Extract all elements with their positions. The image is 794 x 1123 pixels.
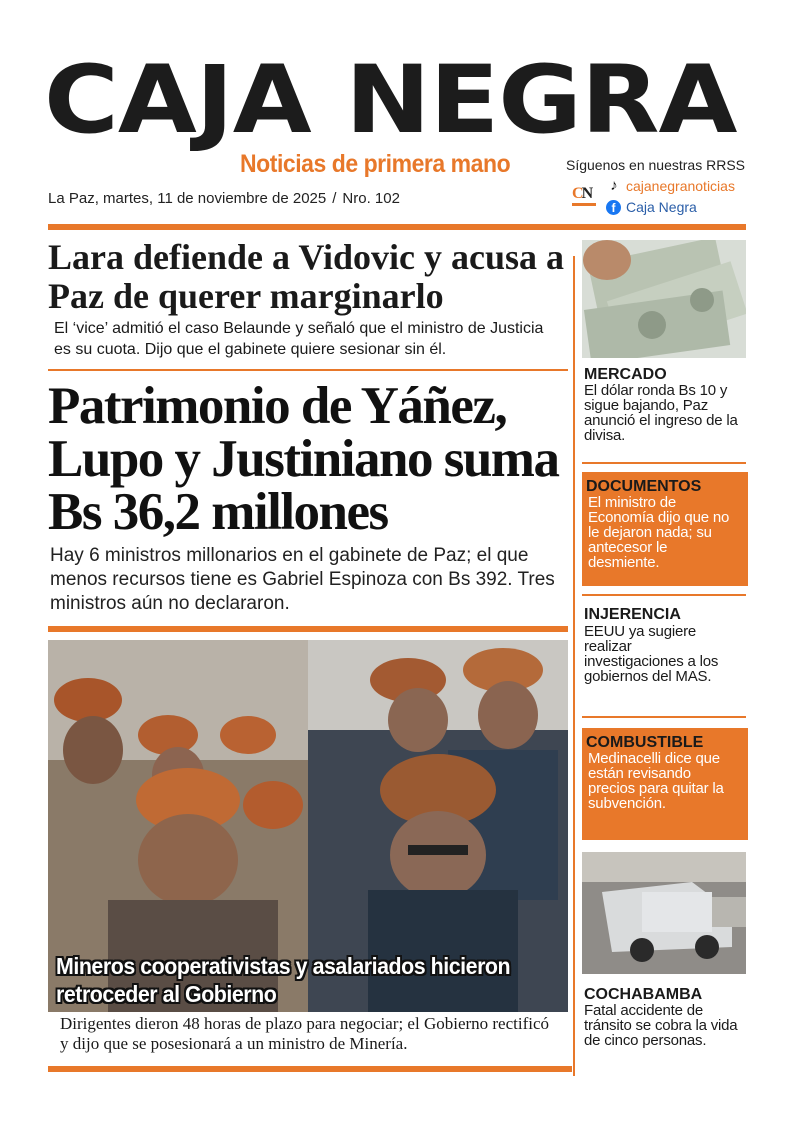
dateline xyxy=(48,190,400,207)
cn-logo-c: C xyxy=(572,185,582,202)
sidebar-divider-1 xyxy=(582,462,746,464)
dollars-photo[interactable] xyxy=(582,240,746,358)
tiktok-handle: cajanegranoticias xyxy=(626,178,735,194)
sidebar-3-text: EEUU ya sugiere realizar investigaciones a los gobiernos del MAS. xyxy=(584,623,719,685)
sidebar-2-box[interactable] xyxy=(582,472,748,586)
sidebar-4-title: COMBUSTIBLE xyxy=(586,734,704,751)
facebook-link[interactable] xyxy=(606,199,697,215)
sidebar-5-text: Fatal accidente de tránsito se cobra la vida de cinco personas. xyxy=(584,1002,738,1049)
masthead-tagline: Noticias de primera mano xyxy=(240,150,511,178)
issue-date: La Paz, martes, 11 de noviembre de 2025 xyxy=(48,190,327,207)
sidebar-1-title[interactable]: MERCADO xyxy=(584,366,667,383)
crashed-truck-image xyxy=(582,852,746,974)
top-divider xyxy=(48,224,746,230)
facebook-icon: f xyxy=(606,200,621,215)
cn-logo xyxy=(572,186,596,206)
masthead-title: CAJA NEGRA xyxy=(44,45,737,155)
sidebar-2-text: El ministro de Economía dijo que no le dejaron nada; su antecesor le desmiente. xyxy=(588,494,730,571)
cn-logo-n: N xyxy=(581,185,592,202)
sidebar-4-text: Medinacelli dice que están revisando precios para quitar la subvención. xyxy=(588,750,724,812)
story-1-headline[interactable]: Lara defiende a Vidovic y acusa a Paz de querer marginarlo xyxy=(48,237,565,316)
story-2-dek: Hay 6 ministros millonarios en el gabinete de Paz; el que menos recursos tiene es Gabriel Espinoza con Bs 392. Tres ministros aún no declararon. xyxy=(50,545,555,614)
story-divider xyxy=(48,369,568,371)
tiktok-icon: ♪ xyxy=(610,177,618,194)
photo-divider xyxy=(48,626,568,632)
dateline-separator: / xyxy=(332,190,337,207)
story-1-dek: El ‘vice’ admitió el caso Belaunde y señaló que el ministro de Justicia es su cuota. Dijo que el gabinete quiere sesionar sin él. xyxy=(54,320,544,358)
tiktok-link[interactable] xyxy=(606,177,735,195)
sidebar-4-box[interactable] xyxy=(582,728,748,840)
sidebar-1-text: El dólar ronda Bs 10 y sigue bajando, Paz anunció el ingreso de la divisa. xyxy=(584,382,738,444)
story-3-dek: Dirigentes dieron 48 horas de plazo para negociar; el Gobierno rectificó y dijo que se posesionará a un ministro de Minería. xyxy=(60,1012,560,1058)
sidebar-5-title[interactable]: COCHABAMBA xyxy=(584,986,703,1003)
story-3-headline[interactable]: Mineros cooperativistas y asalariados hicieron retroceder al Gobierno xyxy=(56,953,511,1007)
sidebar-divider-3 xyxy=(582,716,746,718)
social-label: Síguenos en nuestras RRSS xyxy=(566,157,745,173)
accident-photo[interactable] xyxy=(582,852,746,974)
story-2-headline[interactable]: Patrimonio de Yáñez, Lupo y Justiniano suma Bs 36,2 millones xyxy=(48,377,559,541)
bottom-divider xyxy=(48,1066,572,1072)
sidebar-divider-2 xyxy=(582,594,746,596)
sidebar-2-title: DOCUMENTOS xyxy=(586,478,702,495)
main-photo[interactable] xyxy=(48,640,568,1058)
facebook-handle: Caja Negra xyxy=(626,199,697,215)
dollar-bills-image xyxy=(582,240,746,358)
issue-number: Nro. 102 xyxy=(342,190,400,207)
sidebar-3-title[interactable]: INJERENCIA xyxy=(584,606,681,623)
column-divider xyxy=(573,256,575,1076)
